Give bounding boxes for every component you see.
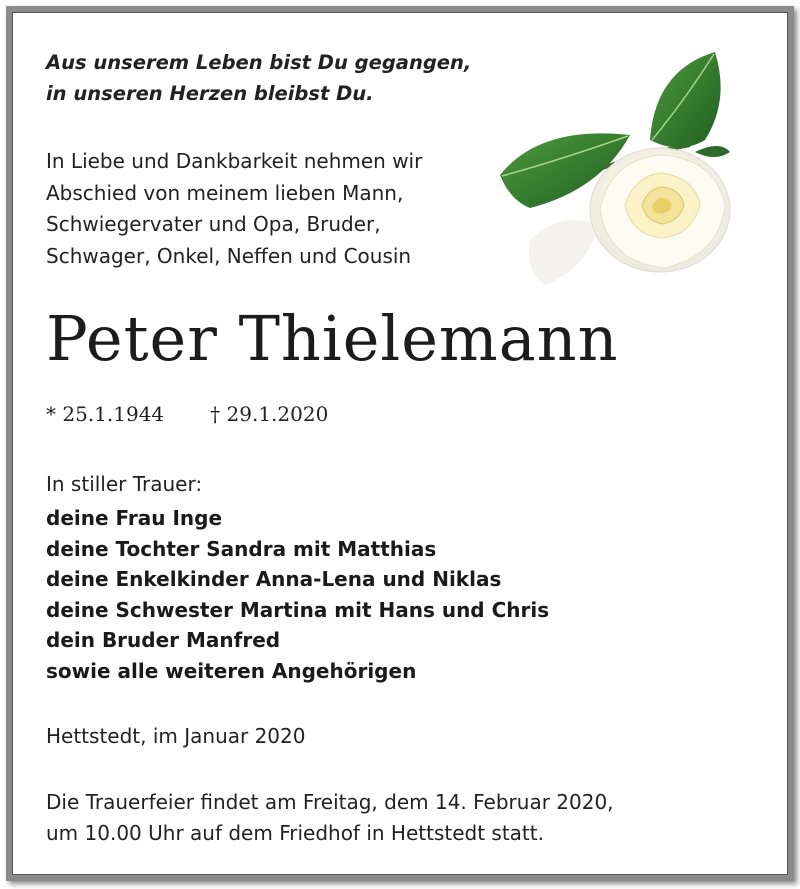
mourner: dein Bruder Manfred <box>46 628 281 652</box>
place-date: Hettstedt, im Januar 2020 <box>46 724 306 748</box>
mourner: deine Enkelkinder Anna-Lena und Niklas <box>46 567 502 591</box>
motto <box>46 47 471 109</box>
service-info <box>46 787 614 849</box>
death-date: † 29.1.2020 <box>210 402 329 426</box>
birth-date: * 25.1.1944 <box>46 402 165 426</box>
service-line: Die Trauerfeier findet am Freitag, dem 14. Februar 2020, <box>46 790 614 814</box>
intro-line: Abschied von meinem lieben Mann, <box>46 180 404 205</box>
mourner: deine Frau Inge <box>46 506 223 530</box>
mourner: sowie alle weiteren Angehörigen <box>46 658 417 683</box>
mourner: deine Schwester Martina mit Hans und Chris <box>46 597 550 622</box>
white-rose-image <box>490 40 760 300</box>
intro-line: In Liebe und Dankbarkeit nehmen wir <box>46 149 423 173</box>
mourner: deine Tochter Sandra mit Matthias <box>46 536 437 561</box>
life-dates <box>46 398 328 430</box>
motto-line: in unseren Herzen bleibst Du. <box>46 82 374 105</box>
intro-line: Schwiegervater und Opa, Bruder, <box>46 212 381 236</box>
intro-line: Schwager, Onkel, Neffen und Cousin <box>46 243 412 268</box>
deceased-name: Peter Thielemann <box>46 302 619 375</box>
motto-line: Aus unserem Leben bist Du gegangen, <box>46 51 472 74</box>
mourners-list <box>46 503 549 686</box>
mourning-heading: In stiller Trauer: <box>46 472 203 496</box>
intro-text <box>46 146 422 272</box>
service-line: um 10.00 Uhr auf dem Friedhof in Hettstedt statt. <box>46 821 544 845</box>
